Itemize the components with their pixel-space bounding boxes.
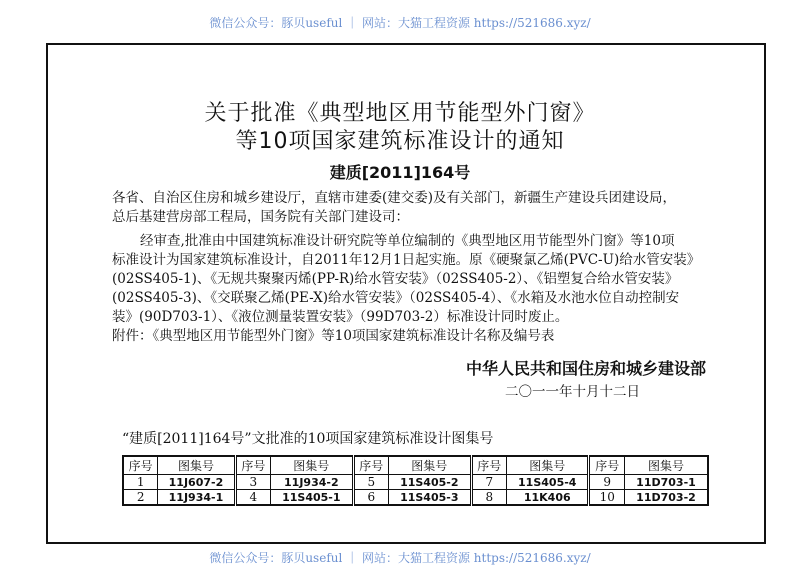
cell-code: 11S405-2 [389, 475, 471, 490]
date: 二〇一一年十月十二日 [505, 384, 640, 400]
cell-no: 5 [353, 475, 389, 490]
body-line: (02SS405-1)、《无规共聚聚丙烯(PP-R)给水管安装》（02SS405-2）、《铝塑复合给水管安装》 [112, 271, 679, 287]
header-no: 序号 [471, 456, 507, 475]
header-no: 序号 [123, 456, 158, 475]
signature: 中华人民共和国住房和城乡建设部 [465, 359, 706, 378]
cell-code: 11D703-2 [624, 490, 708, 506]
cell-no: 6 [353, 490, 389, 506]
cell-no: 2 [123, 490, 158, 506]
header-no: 序号 [589, 456, 625, 475]
cell-code: 11D703-1 [624, 475, 708, 490]
attachment-line: 附件：《典型地区用节能型外门窗》等10项国家建筑标准设计名称及编号表 [112, 328, 555, 344]
cell-code: 11J934-1 [158, 490, 235, 506]
cell-code: 11K406 [507, 490, 589, 506]
header-code: 图集号 [271, 456, 353, 475]
body-line: 标准设计为国家建筑标准设计，自2011年12月1日起实施。原《硬聚氯乙烯(PVC-U)给水管安装》 [112, 252, 701, 268]
watermark-bottom: 微信公众号：豚贝useful ｜ 网站：大猫工程资源 https://521686.xyz/ [209, 551, 591, 565]
table-caption: “建质[2011]164号”文批准的10项国家建筑标准设计图集号 [122, 431, 494, 447]
cell-code: 11S405-3 [389, 490, 471, 506]
header-code: 图集号 [389, 456, 471, 475]
title-line-1: 关于批准《典型地区用节能型外门窗》 [204, 101, 596, 126]
watermark-top: 微信公众号：豚贝useful ｜ 网站：大猫工程资源 https://521686.xyz/ [209, 16, 591, 30]
cell-code: 11J607-2 [158, 475, 235, 490]
body-line: 总后基建营房部工程局，国务院有关部门建设司： [112, 209, 409, 225]
header-code: 图集号 [507, 456, 589, 475]
body-line: 各省、自治区住房和城乡建设厅，直辖市建委(建交委)及有关部门，新疆生产建设兵团建设局， [112, 190, 677, 206]
doc-number: 建质[2011]164号 [329, 163, 471, 182]
cell-no: 10 [589, 490, 625, 506]
table-header-row [123, 456, 708, 475]
cell-code: 11S405-4 [507, 475, 589, 490]
body-line: 装》(90D703-1）、《液位测量装置安装》（99D703-2）标准设计同时废止。 [112, 309, 569, 325]
body-line: (02SS405-3)、《交联聚乙烯(PE-X)给水管安装》（02SS405-4）、《水箱及水池水位自动控制安 [112, 290, 680, 306]
cell-code: 11J934-2 [271, 475, 353, 490]
cell-no: 7 [471, 475, 507, 490]
cell-no: 3 [235, 475, 271, 490]
atlas-table [122, 455, 709, 506]
cell-no: 8 [471, 490, 507, 506]
header-no: 序号 [353, 456, 389, 475]
header-no: 序号 [235, 456, 271, 475]
table-row [123, 475, 708, 490]
cell-no: 1 [123, 475, 158, 490]
cell-no: 9 [589, 475, 625, 490]
header-code: 图集号 [158, 456, 235, 475]
table-row [123, 490, 708, 506]
body-line: 经审查,批准由中国建筑标准设计研究院等单位编制的《典型地区用节能型外门窗》等10项 [140, 233, 675, 249]
cell-no: 4 [235, 490, 271, 506]
cell-code: 11S405-1 [271, 490, 353, 506]
title-line-2: 等10项国家建筑标准设计的通知 [235, 129, 565, 154]
header-code: 图集号 [624, 456, 708, 475]
